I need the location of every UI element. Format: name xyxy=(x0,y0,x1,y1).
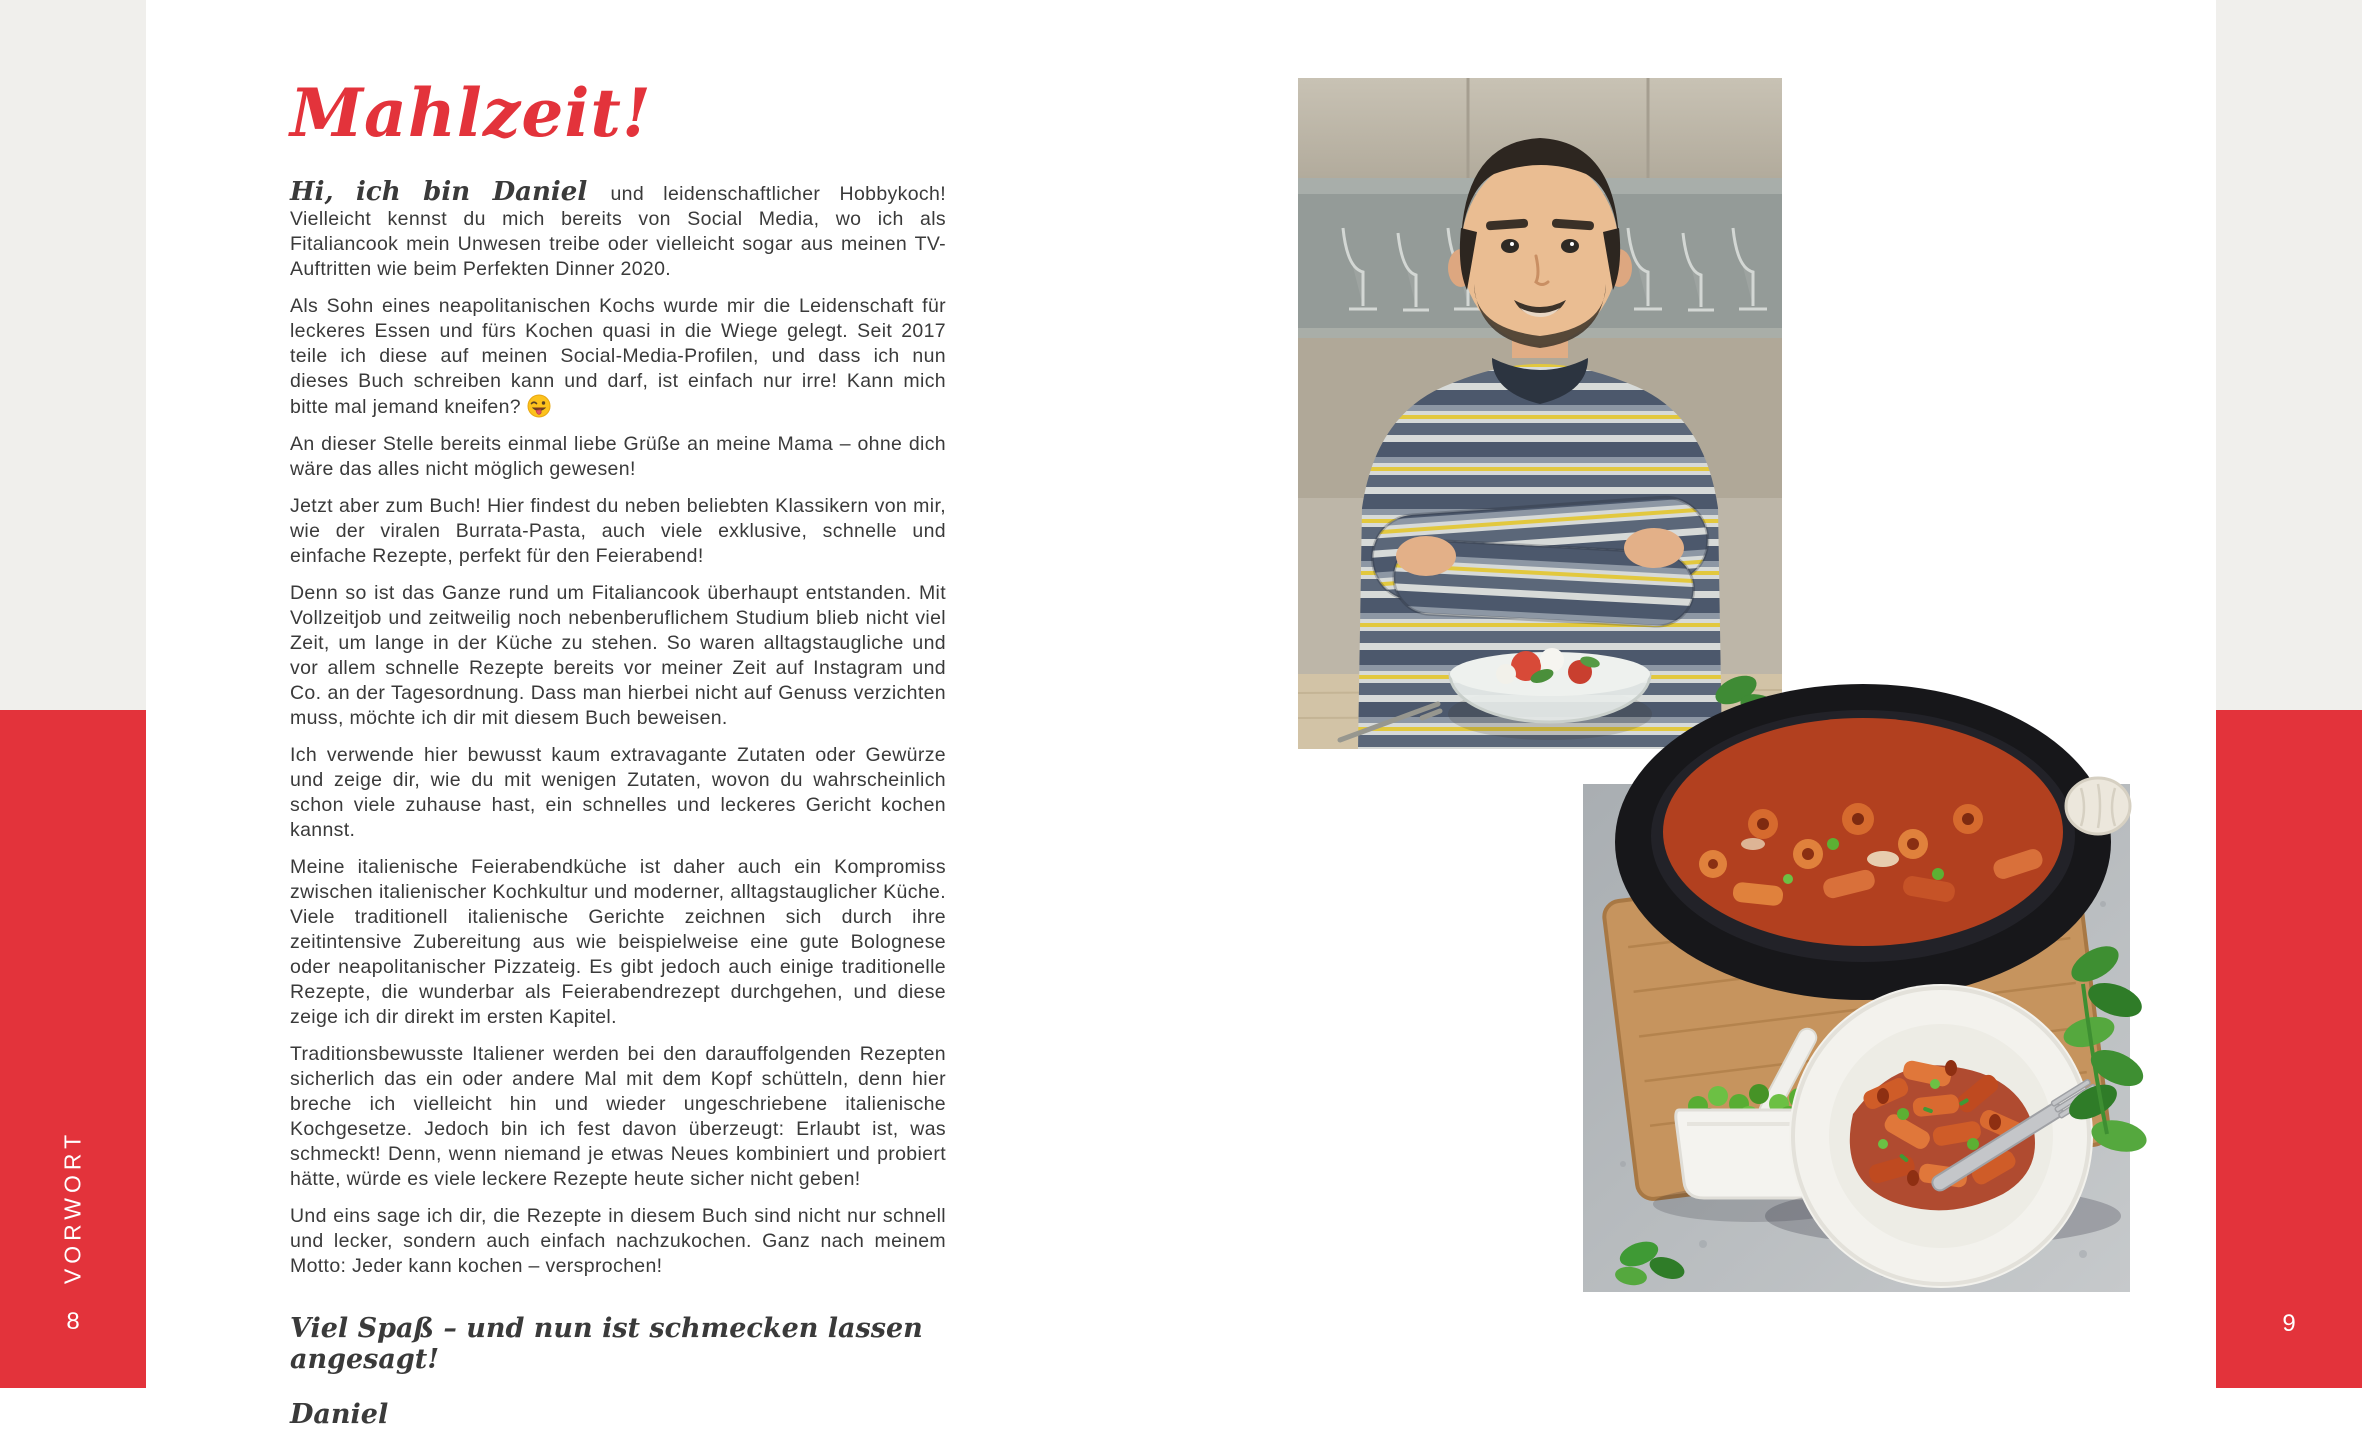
page-number-left: 8 xyxy=(66,1308,80,1335)
right-strip-red-bottom xyxy=(2216,710,2362,1388)
paragraph-8: Traditionsbewusste Italiener werden bei den darauffolgenden Rezepten sicherlich das ein oder andere Mal mit dem Kopf schütteln, denn hier breche ich vielleicht hin und wieder ungeschriebene italienische Kochgesetze. Jedoch bin ich fest davon überzeugt: Erlaubt ist, was schmeckt! Denn, wenn niemand je etwas Neues kombiniert und probiert hätte, würde es viele leckere Rezepte heute sicher nicht geben! xyxy=(290,1043,946,1190)
paragraph-1 xyxy=(290,177,946,282)
left-strip-red-bottom xyxy=(0,710,146,1388)
left-strip-gray-top xyxy=(0,0,146,710)
daniel-portrait-photo xyxy=(1298,78,1782,749)
chapter-label-vorwort: VORWORT xyxy=(59,1129,86,1285)
page-number-right: 9 xyxy=(2282,1310,2296,1337)
portrait-illustration xyxy=(1298,78,1782,749)
handwritten-closing-line: Viel Spaß – und nun ist schmecken lassen angesagt! xyxy=(290,1313,923,1375)
paragraph-2-text: Als Sohn eines neapolitanischen Kochs wurde mir die Leidenschaft für leckeres Essen und fürs Kochen quasi in die Wiege gelegt. Seit 2017 teile ich diese auf meinen Social-Media-Profilen, und dass ich nun dieses Buch schreiben kann und darf, ist einfach nur irre! Kann mich bitte mal jemand kneifen? xyxy=(290,295,946,418)
foreword-text-column xyxy=(290,74,946,1430)
paragraph-7: Meine italienische Feierabendküche ist daher auch ein Kompromiss zwischen italienischer Kochkultur und moderner, alltagstauglicher Küche. Viele traditionell italienische Gerichte zeichnen sich durch ihre zeitintensive Zubereitung aus wie beispielweise eine gute Bolognese oder neapolitanischer Pizzateig. Es gibt jedoch auch einige traditionelle Rezepte, die wunderbar als Feierabendrezept durchgehen, und diese zeige ich dir direkt im ersten Kapitel. xyxy=(290,856,946,1028)
signature-daniel: Daniel xyxy=(290,1399,389,1430)
paragraph-2 xyxy=(290,294,946,420)
paragraph-3: An dieser Stelle bereits einmal liebe Grüße an meine Mama – ohne dich wäre das alles nicht möglich gewesen! xyxy=(290,433,946,480)
paragraph-6: Ich verwende hier bewusst kaum extravagante Zutaten oder Gewürze und zeige dir, wie du mit wenigen Zutaten, wovon du wahrscheinlich schon viele zuhause hast, ein schnelles und leckeres Gericht kochen kannst. xyxy=(290,744,946,841)
paragraph-5: Denn so ist das Ganze rund um Fitaliancook überhaupt entstanden. Mit Vollzeitjob und zeitweilig noch nebenberuflichem Studium blieb nicht viel Zeit, um lange in der Küche zu stehen. So waren alltagstaugliche und vor allem schnelle Rezepte bereits vor meiner Zeit auf Instagram und Co. an der Tagesordnung. Dass man hierbei nicht auf Genuss verzichten muss, möchte ich dir mit diesem Buch beweisen. xyxy=(290,582,946,729)
paragraph-9: Und eins sage ich dir, die Rezepte in diesem Buch sind nicht nur schnell und lecker, sondern auch einfach nachzukochen. Ganz nach meinem Motto: Jeder kann kochen – versprochen! xyxy=(290,1205,946,1277)
winking-tongue-emoji-icon xyxy=(527,394,551,418)
paragraph-1-text: und leidenschaftlicher Hobbykoch! Vielleicht kennst du mich bereits von Social Media, wo ich als Fitaliancook mein Unwesen treibe oder vielleicht sogar aus meinen TV-Auftritten wie beim Perfekten Dinner 2020. xyxy=(290,183,946,280)
right-margin-strip xyxy=(2216,0,2362,1388)
pasta-illustration xyxy=(1583,784,2130,1292)
paragraph-4: Jetzt aber zum Buch! Hier findest du neben beliebten Klassikern von mir, wie der viralen Burrata-Pasta, auch viele exklusive, schnelle und einfache Rezepte, perfekt für den Feierabend! xyxy=(290,495,946,567)
left-margin-strip xyxy=(0,0,146,1388)
handwritten-lead-in: Hi, ich bin Daniel xyxy=(290,177,588,207)
page-title: Mahlzeit! xyxy=(290,74,652,152)
rigatoni-bolognese-photo xyxy=(1583,784,2130,1292)
right-strip-gray-top xyxy=(2216,0,2362,710)
